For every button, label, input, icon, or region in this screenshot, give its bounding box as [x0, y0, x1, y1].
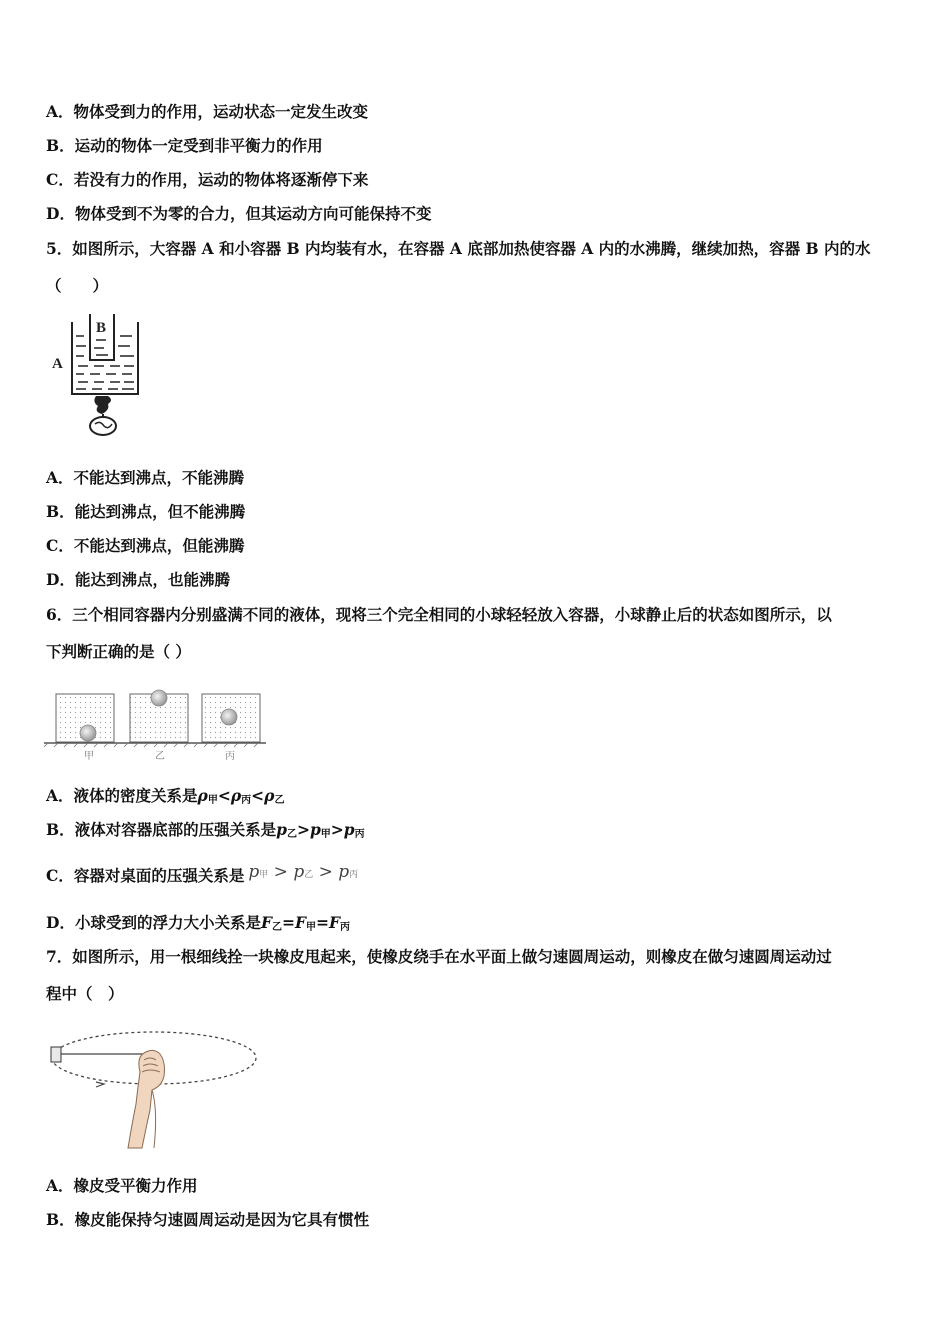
sub: 丙 [241, 795, 252, 806]
sub: 乙 [286, 829, 297, 840]
p: >p [296, 820, 321, 839]
sub: 乙 [304, 870, 314, 880]
sub: 丙 [349, 870, 359, 880]
q7-stem-line1: 7．如图所示，用一根细线拴一块橡皮甩起来，使橡皮绕手在水平面上做匀速圆周运动，则橡皮在做匀速圆周运动过 [46, 947, 832, 966]
ball-jia [80, 725, 96, 741]
q4-option-c: C．若没有力的作用，运动的物体将逐渐停下来 [46, 170, 369, 189]
q7-stem-line2: 程中（ ） [46, 984, 124, 1003]
F: F [260, 913, 272, 932]
q6-option-a-text: A．液体的密度关系是 [46, 786, 198, 805]
q6-option-d [46, 913, 350, 936]
q7-option-b: B．橡皮能保持匀速圆周运动是因为它具有惯性 [46, 1210, 370, 1229]
q6-option-c-formula [248, 862, 358, 882]
sub: 甲 [259, 870, 269, 880]
p: p [293, 862, 305, 882]
q5-option-b: B．能达到沸点，但不能沸腾 [46, 502, 246, 521]
q6-label-bing: 丙 [225, 751, 235, 762]
q5-label-a: A [52, 356, 63, 372]
sub: 甲 [207, 795, 218, 806]
q6-stem-line2: 下判断正确的是（ ） [46, 642, 191, 661]
q5-option-c: C．不能达到沸点，但能沸腾 [46, 536, 245, 555]
sub: 甲 [305, 922, 316, 933]
p: p [248, 862, 260, 882]
p: p [276, 820, 287, 839]
gt: > [313, 862, 339, 882]
q6-option-c [46, 862, 359, 889]
q6-option-c-text: C．容器对桌面的压强关系是 [46, 866, 245, 885]
ball-yi [151, 690, 167, 706]
q4-option-a: A．物体受到力的作用，运动状态一定发生改变 [46, 102, 369, 121]
q6-option-d-text: D．小球受到的浮力大小关系是 [46, 913, 261, 932]
q5-stem-line2: （ ） [46, 276, 109, 295]
q4-option-b: B．运动的物体一定受到非平衡力的作用 [46, 136, 323, 155]
sub: 甲 [320, 829, 331, 840]
q6-option-a [46, 786, 284, 809]
F: =F [281, 913, 306, 932]
gt: > [268, 862, 294, 882]
q7-option-a: A．橡皮受平衡力作用 [46, 1176, 198, 1195]
q5-stem-line1: 5．如图所示，大容器 A 和小容器 B 内均装有水，在容器 A 底部加热使容器 A 内的水沸腾，继续加热，容器 B 内的水 [46, 239, 871, 258]
q5-option-d: D．能达到沸点，也能沸腾 [46, 570, 230, 589]
sub: 丙 [339, 922, 350, 933]
eraser [51, 1047, 61, 1062]
q6-label-jia: 甲 [84, 751, 94, 762]
rho: ρ [197, 786, 208, 805]
sub: 丙 [354, 829, 365, 840]
ball-bing [221, 709, 237, 725]
p: >p [330, 820, 355, 839]
F: =F [315, 913, 340, 932]
q5-label-b: B [96, 320, 107, 336]
p: p [338, 862, 350, 882]
q7-figure-eraser-circle [46, 1020, 262, 1152]
q4-option-d: D．物体受到不为零的合力，但其运动方向可能保持不变 [46, 204, 432, 223]
q5-figure-boiling-containers [48, 310, 148, 442]
q6-option-b [46, 820, 365, 843]
q6-label-yi: 乙 [155, 751, 165, 762]
sub: 乙 [271, 922, 282, 933]
rho: <ρ [251, 786, 275, 805]
q5-option-a: A．不能达到沸点，不能沸腾 [46, 468, 245, 487]
direction-arrow-icon [96, 1082, 104, 1087]
q6-stem-line1: 6．三个相同容器内分别盛满不同的液体，现将三个完全相同的小球轻轻放入容器，小球静止后的状态如图所示，以 [46, 605, 832, 624]
q6-figure-three-containers [44, 686, 270, 764]
rho: <ρ [217, 786, 242, 805]
sub: 乙 [274, 795, 285, 806]
q6-option-b-text: B．液体对容器底部的压强关系是 [46, 820, 277, 839]
